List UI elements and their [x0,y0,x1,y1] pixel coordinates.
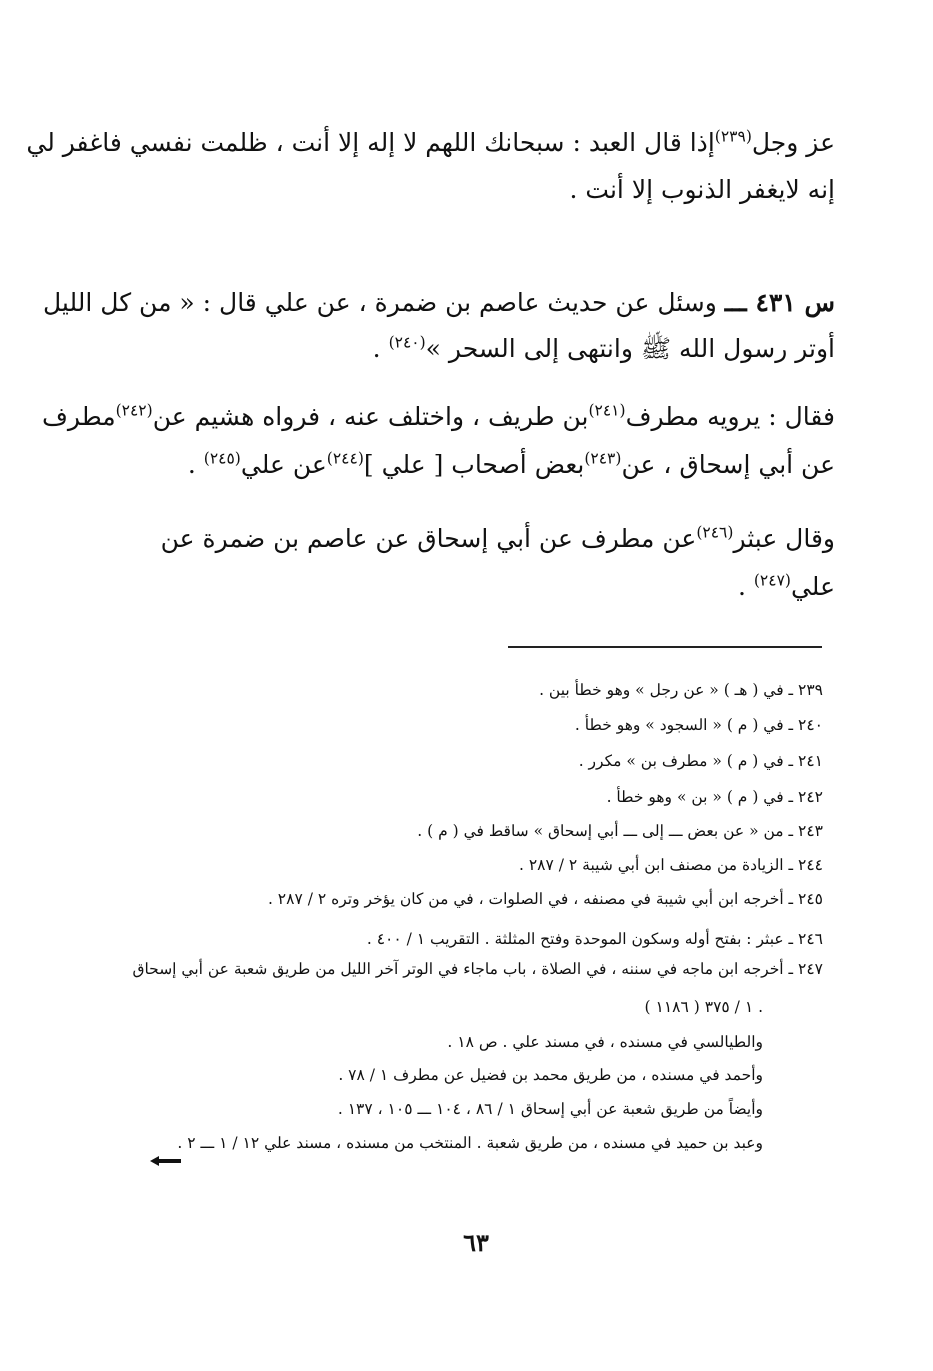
footnote-239: ٢٣٩ ـ في ( هـ ) « عن رجل » وهو خطأ بين . [539,681,823,699]
text-run: بعض أصحاب [ علي ] [363,450,585,479]
footnote-247-cont-5: وعبد بن حميد في مسنده ، من طريق شعبة . المنتخب من مسنده ، مسند علي ١٢ / ١ ـــ ٢ . [177,1134,763,1152]
text-run: إنه لايغفر الذنوب إلا أنت . [569,175,835,204]
footnote-247-cont-3: وأحمد في مسنده ، من طريق محمد بن فضيل عن مطرف ١ / ٧٨ . [338,1066,763,1084]
footnote-243: ٢٤٣ ـ من « عن بعض ـــ إلى ـــ أبي إسحاق » ساقط في ( م ) . [417,822,823,840]
text-run: أوتر رسول الله ﷺ وانتهى إلى السحر » [425,334,835,363]
text-run: بن طريف ، واختلف عنه ، فرواه هشيم عن [152,402,589,431]
text-run: وقال عبثر [733,524,835,553]
text-run: علي [790,572,835,601]
footnote-244: ٢٤٤ ـ الزيادة من مصنف ابن أبي شيبة ٢ / ٢٨٧ . [518,856,823,874]
text-run: وسئل عن حديث عاصم بن ضمرة ، عن علي قال : « من كل الليل [43,288,717,317]
paragraph-2-line-1 [42,400,835,434]
paragraph-2-line-2 [188,448,835,482]
footnote-separator [508,646,822,648]
paragraph-1-line-2 [570,173,835,207]
footnote-247: ٢٤٧ ـ أخرجه ابن ماجه في سننه ، في الصلاة ، باب ماجاء في الوتر آخر الليل من طريق شعبة عن أبي إسحاق [132,960,823,978]
question-431-line-1 [43,286,835,320]
text-run: مطرف [41,402,116,431]
footnote-ref-243[interactable]: (٢٤٣) [584,449,622,468]
text-run: عز وجل [751,128,835,157]
paragraph-3-line-2 [738,570,835,604]
text-run: فقال : يرويه مطرف [625,402,835,431]
footnote-247-cont-4: وأيضاً من طريق شعبة عن أبي إسحاق ١ / ٨٦ ، ١٠٤ ـــ ١٠٥ ، ١٣٧ . [337,1100,763,1118]
footnote-ref-242[interactable]: (٢٤٢) [115,401,153,420]
arrow-left-icon [150,1156,181,1166]
footnote-246: ٢٤٦ ـ عبثر : بفتح أوله وسكون الموحدة وفتح المثلثة . التقريب ١ / ٤٠٠ . [366,930,823,948]
footnote-ref-241[interactable]: (٢٤١) [588,401,626,420]
footnote-ref-239[interactable]: (٢٣٩) [714,127,752,146]
footnote-242: ٢٤٢ ـ في ( م ) « بن » وهو خطأ . [606,788,823,806]
question-431-line-2 [373,332,835,366]
text-run: . [372,334,389,363]
footnote-ref-244[interactable]: (٢٤٤) [326,449,364,468]
text-run: . [187,450,204,479]
footnote-240: ٢٤٠ ـ في ( م ) « السجود » وهو خطأ . [574,716,823,734]
text-run: عن أبي إسحاق ، عن [621,450,835,479]
footnote-ref-247[interactable]: (٢٤٧) [753,571,791,590]
footnote-ref-245[interactable]: (٢٤٥) [203,449,241,468]
question-number: س ٤٣١ ـــ [724,288,835,317]
footnote-245: ٢٤٥ ـ أخرجه ابن أبي شيبة في مصنفه ، في الصلوات ، في من كان يؤخر وتره ٢ / ٢٨٧ . [267,890,823,908]
paragraph-3-line-1 [161,522,835,556]
text-run: . [737,572,754,601]
footnote-247-cont-2: والطيالسي في مسنده ، في مسند علي . ص ١٨ . [447,1033,763,1051]
paragraph-1-line-1 [26,126,835,160]
page-number: ٦٣ [463,1228,489,1257]
text-run: عن مطرف عن أبي إسحاق عن عاصم بن ضمرة عن [160,524,697,553]
footnote-ref-246[interactable]: (٢٤٦) [696,523,734,542]
footnote-241: ٢٤١ ـ في ( م ) « مطرف بن » مكرر . [578,752,823,770]
text-run: إذا قال العبد : سبحانك اللهم لا إله إلا أنت ، ظلمت نفسي فاغفر لي [26,128,715,157]
footnote-ref-240[interactable]: (٢٤٠) [388,333,426,352]
footnote-247-cont-1: ١ / ٣٧٥ ( ١١٨٦ ) . [644,998,763,1016]
text-run: عن علي [240,450,327,479]
